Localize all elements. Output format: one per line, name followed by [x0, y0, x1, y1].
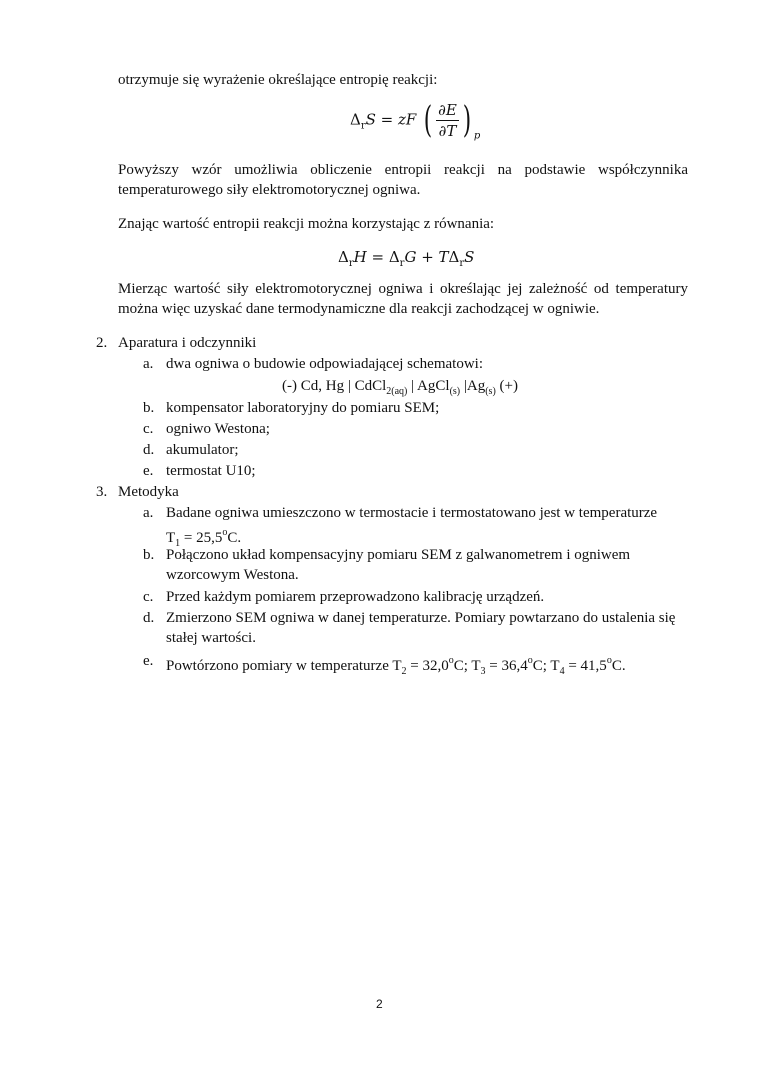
list-item-marker: d. [143, 610, 155, 626]
list-item-marker: a. [143, 505, 154, 521]
cell-scheme: (-) Cd, Hg | CdCl$_{2(aq)}$ | AgCl$_{(s)}$ $|Ag_{(s)}$ (+) [282, 378, 518, 397]
list-item-marker: c. [143, 421, 154, 437]
list-item-marker: c. [143, 589, 154, 605]
section-3-title: Metodyka [118, 484, 179, 500]
list-item: ogniwo Westona; [166, 421, 270, 437]
list-item: Powtórzono pomiary w temperaturze $T_2 = 32,0^oC$; $T_3 = 36,4^oC$; $T_4 = 41,5^oC$. [166, 655, 626, 677]
list-item-marker: e. [143, 653, 154, 669]
intro-line: otrzymuje się wyrażenie określające entropię reakcji: [118, 72, 438, 88]
list-item: dwa ogniwa o budowie odpowiadającej schematowi: [166, 356, 483, 372]
list-item: kompensator laboratoryjny do pomiaru SEM; [166, 400, 440, 416]
section-2-title: Aparatura i odczynniki [118, 335, 257, 351]
list-item: Zmierzono SEM ogniwa w danej temperaturze. Pomiary powtarzano do ustalenia się stałej wartości. [166, 610, 676, 646]
list-item-marker: b. [143, 400, 155, 416]
enthalpy-formula: $\Delta_rH = \Delta_rG + T\Delta_rS$ [338, 248, 475, 269]
list-item: Badane ogniwa umieszczono w termostacie i termostatowano jest w temperaturze $T_1 = 25,5^oC$. [166, 505, 658, 549]
list-item-marker: e. [143, 463, 154, 479]
list-item: termostat U10; [166, 463, 256, 479]
paragraph-knowing: Znając wartość entropii reakcji można korzystając z równania: [118, 216, 495, 232]
list-item-marker: b. [143, 547, 155, 563]
entropy-formula: $\Delta_rS$ = zF ( $\frac{\partial E}{\partial T}$ ) $_p$ [350, 100, 481, 142]
section-3-number: 3. [96, 484, 108, 500]
page-number: 2 [376, 997, 383, 1011]
paragraph-formula-use: Powyższy wzór umożliwia obliczenie entropii reakcji na podstawie współczynnika temperaturowego siły elektromotorycznej ogniwa. [118, 162, 688, 198]
list-item-marker: a. [143, 356, 154, 372]
list-item: akumulator; [166, 442, 239, 458]
list-item: Przed każdym pomiarem przeprowadzono kalibrację urządzeń. [166, 589, 545, 605]
section-2-number: 2. [96, 335, 108, 351]
list-item-marker: d. [143, 442, 155, 458]
paragraph-measuring: Mierząc wartość siły elektromotorycznej ogniwa i określając jej zależność od temperatury można więc uzyskać dane termodynamiczne dla reakcji zachodzącej w ogniwie. [118, 281, 688, 317]
list-item: Połączono układ kompensacyjny pomiaru SEM z galwanometrem i ogniwem wzorcowym Westona. [166, 547, 631, 583]
